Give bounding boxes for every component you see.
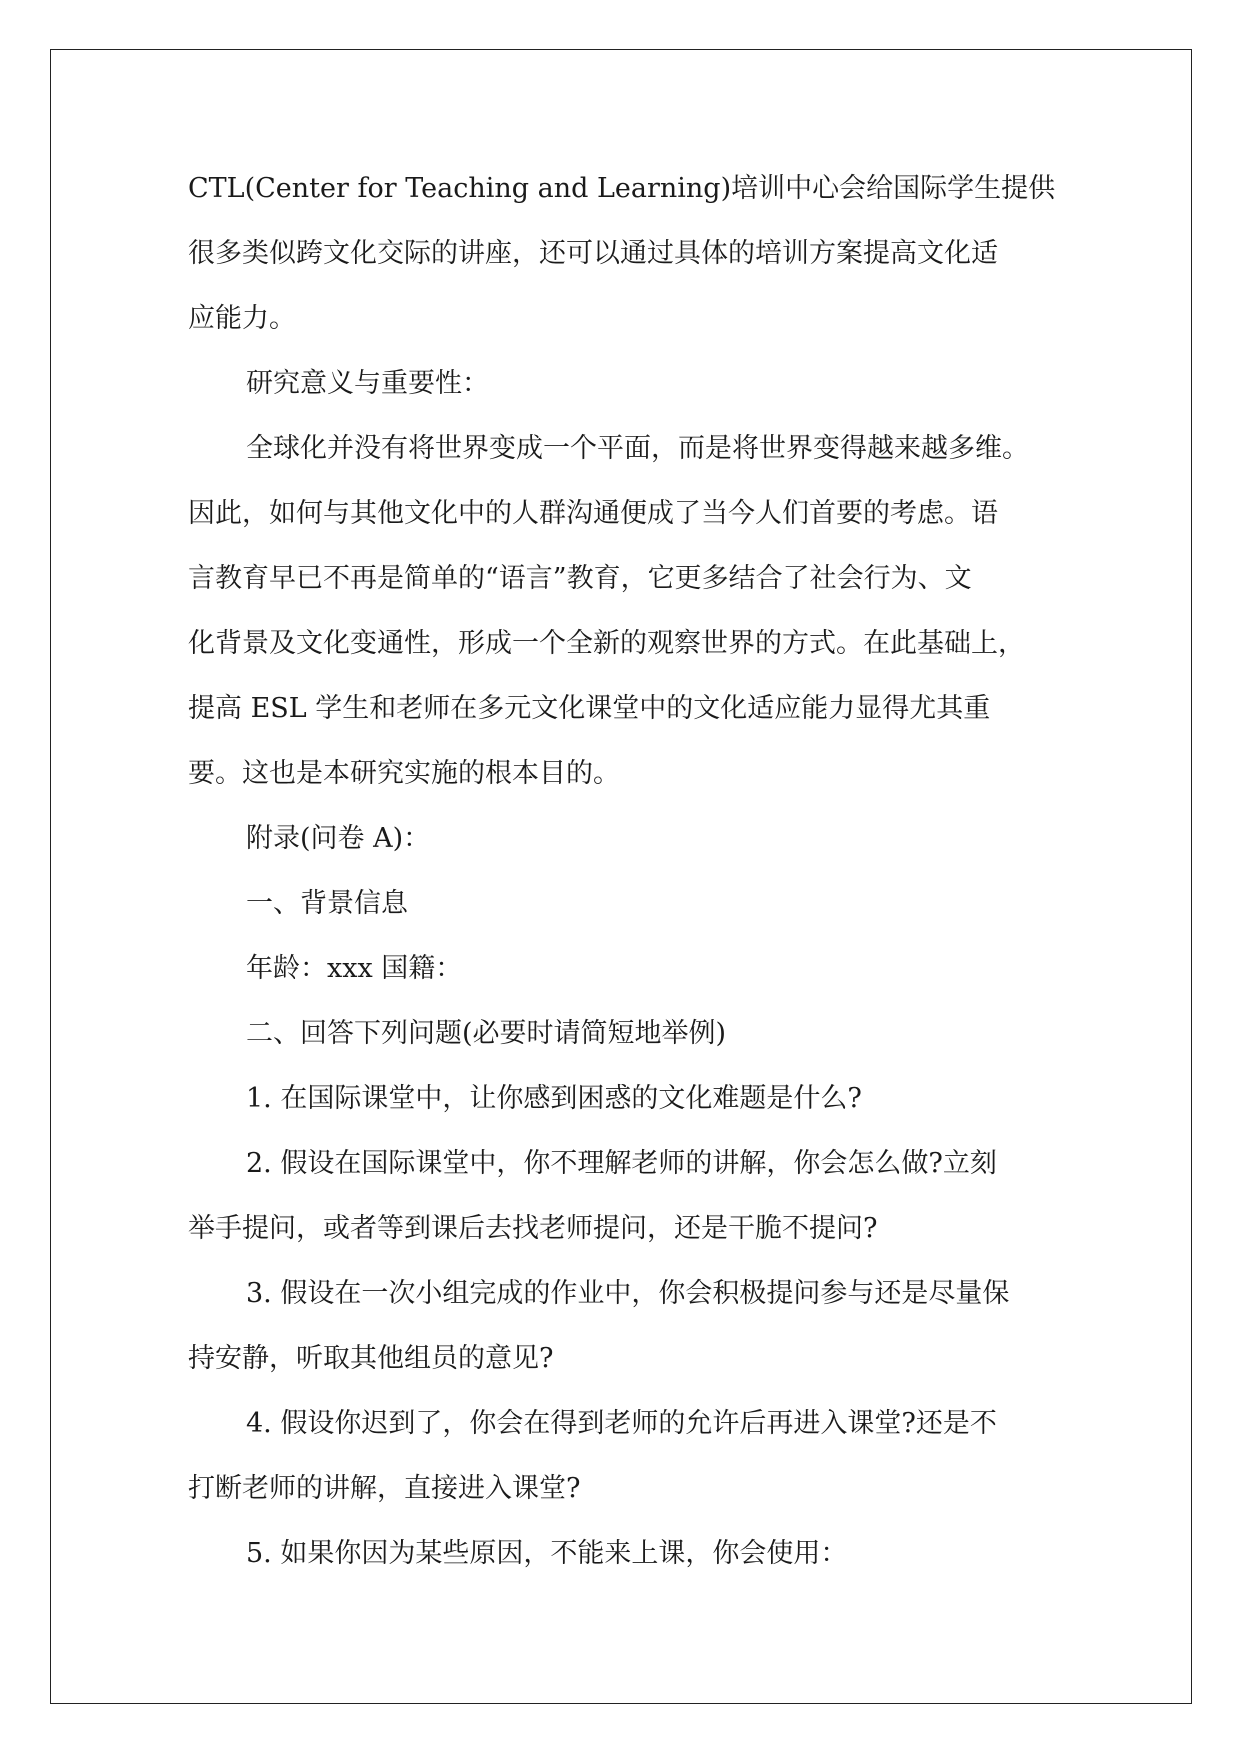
question-item: 3. 假设在一次小组完成的作业中，你会积极提问参与还是尽量保: [246, 1278, 1010, 1309]
text-line: 持安静，听取其他组员的意见?: [188, 1343, 554, 1374]
question-item: 1. 在国际课堂中，让你感到困惑的文化难题是什么?: [246, 1083, 862, 1114]
text-line: 因此，如何与其他文化中的人群沟通便成了当今人们首要的考虑。语: [188, 498, 998, 529]
text-line: 化背景及文化变通性，形成一个全新的观察世界的方式。在此基础上，: [188, 628, 1025, 659]
question-item: 4. 假设你迟到了，你会在得到老师的允许后再进入课堂?还是不: [246, 1408, 997, 1439]
section-heading: 一、背景信息: [246, 888, 408, 919]
text-line: 应能力。: [188, 303, 296, 334]
text-line: 要。这也是本研究实施的根本目的。: [188, 758, 620, 789]
appendix-heading: 附录(问卷 A)：: [246, 823, 431, 854]
text-line: CTL(Center for Teaching and Learning)培训中心会给国际学生提供: [188, 173, 1056, 204]
text-line: 很多类似跨文化交际的讲座，还可以通过具体的培训方案提高文化适: [188, 238, 998, 269]
section-heading: 二、回答下列问题(必要时请简短地举例): [246, 1018, 727, 1049]
document-body: [188, 156, 1068, 1586]
question-item: 5. 如果你因为某些原因，不能来上课，你会使用：: [246, 1538, 848, 1569]
text-line: 年龄：xxx 国籍：: [246, 953, 463, 984]
text-line: 举手提问，或者等到课后去找老师提问，还是干脆不提问?: [188, 1213, 878, 1244]
text-line: 言教育早已不再是简单的“语言”教育，它更多结合了社会行为、文: [188, 563, 972, 594]
section-heading: 研究意义与重要性：: [246, 368, 489, 399]
text-line: 提高 ESL 学生和老师在多元文化课堂中的文化适应能力显得尤其重: [188, 693, 991, 724]
text-line: 全球化并没有将世界变成一个平面，而是将世界变得越来越多维。: [246, 433, 1029, 464]
text-line: 打断老师的讲解，直接进入课堂?: [188, 1473, 581, 1504]
question-item: 2. 假设在国际课堂中，你不理解老师的讲解，你会怎么做?立刻: [246, 1148, 997, 1179]
